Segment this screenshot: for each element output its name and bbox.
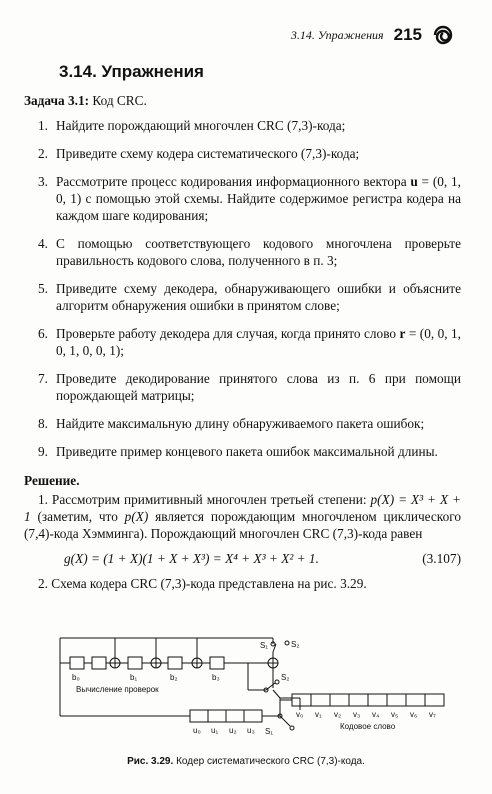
exercise-item: 4. С помощью соответствующего кодового многочлена проверьте правильность кодового слова, полученного в п. 3;: [38, 236, 461, 268]
info-label: u₁: [211, 726, 219, 735]
codeword-label: v₁: [315, 710, 322, 719]
switch-label: S₁: [265, 727, 274, 736]
page-number: 215: [393, 25, 422, 44]
figure-caption-text: Кодер систематического CRC (7,3)-кода.: [176, 756, 365, 767]
exercise-item: 7. Проведите декодирование принятого слова из п. 6 при помощи порождающей матрицы;: [38, 371, 461, 403]
task-title: Код CRC.: [92, 93, 147, 108]
running-header: [291, 24, 454, 46]
solution-paragraph-1: 1. Рассмотрим примитивный многочлен третьей степени: p(X) = X³ + X + 1 (заметим, что p(X) является порождающим многочленом циклического (7,4)-кода Хэмминга). Порождающий многочлен CRC (7,3)-кода равен: [24, 492, 462, 541]
info-label: u₃: [247, 726, 255, 735]
register-label: b₂: [170, 673, 178, 682]
task-heading: [24, 92, 461, 109]
codeword-label: v₅: [391, 710, 399, 719]
equation-number: (3.107): [422, 551, 461, 566]
exercise-item: 1. Найдите порождающий многочлен CRC (7,3)-кода;: [38, 118, 346, 133]
equation-body: g(X) = (1 + X)(1 + X + X³) = X⁴ + X³ + X² + 1.: [64, 551, 319, 566]
page-body: [24, 92, 461, 592]
info-label: u₀: [193, 726, 201, 735]
switch-label: S₁: [260, 641, 269, 650]
codeword-label: v₇: [429, 710, 436, 719]
switch-label: S₂: [291, 640, 300, 649]
register-caption: Вычисление проверок: [76, 685, 159, 694]
solution-paragraph-2: 2. Схема кодера CRC (7,3)-кода представлена на рис. 3.29.: [38, 576, 367, 591]
register-label: b₀: [72, 673, 80, 682]
codeword-label: v₄: [372, 710, 380, 719]
encoder-diagram: [40, 630, 460, 745]
solution-heading: Решение.: [24, 473, 80, 488]
exercise-item: 6. Проверьте работу декодера для случая, когда принято слово r = (0, 0, 1, 0, 1, 0, 0, 1);: [38, 326, 461, 358]
exercise-item: 8. Найдите максимальную длину обнаруживаемого пакета ошибок;: [38, 416, 425, 431]
exercise-list: [24, 117, 461, 460]
figure-caption: [0, 756, 492, 767]
exercise-item: 3. Рассмотрите процесс кодирования информационного вектора u = (0, 1, 0, 1) с помощью этой схемы. Найдите содержимое регистра кодера на каждом шаге кодирования;: [38, 174, 461, 223]
running-title: 3.14. Упражнения: [290, 27, 384, 42]
info-label: u₂: [229, 726, 237, 735]
codeword-label: v₂: [334, 710, 342, 719]
exercise-item: 2. Приведите схему кодера систематического (7,3)-кода;: [38, 146, 360, 161]
equation: [64, 550, 461, 567]
codeword-label: v₃: [353, 710, 361, 719]
codeword-caption: Кодовое слово: [340, 722, 396, 731]
switch-label: S₂: [281, 673, 290, 682]
register-label: b₃: [212, 673, 220, 682]
exercise-item: 5. Приведите схему декодера, обнаруживающего ошибки и объясните алгоритм обнаружения ошибки в принятом слове;: [38, 281, 461, 313]
codeword-label: v₀: [296, 710, 304, 719]
codeword-label: v₆: [410, 710, 418, 719]
spiral-ornament-icon: [432, 24, 454, 46]
section-title: 3.14. Упражнения: [59, 62, 204, 81]
exercise-item: 9. Приведите пример концевого пакета ошибок максимальной длины.: [38, 444, 438, 459]
figure-number: Рис. 3.29.: [127, 756, 174, 767]
task-label: Задача 3.1:: [24, 93, 90, 108]
register-label: b₁: [130, 673, 138, 682]
